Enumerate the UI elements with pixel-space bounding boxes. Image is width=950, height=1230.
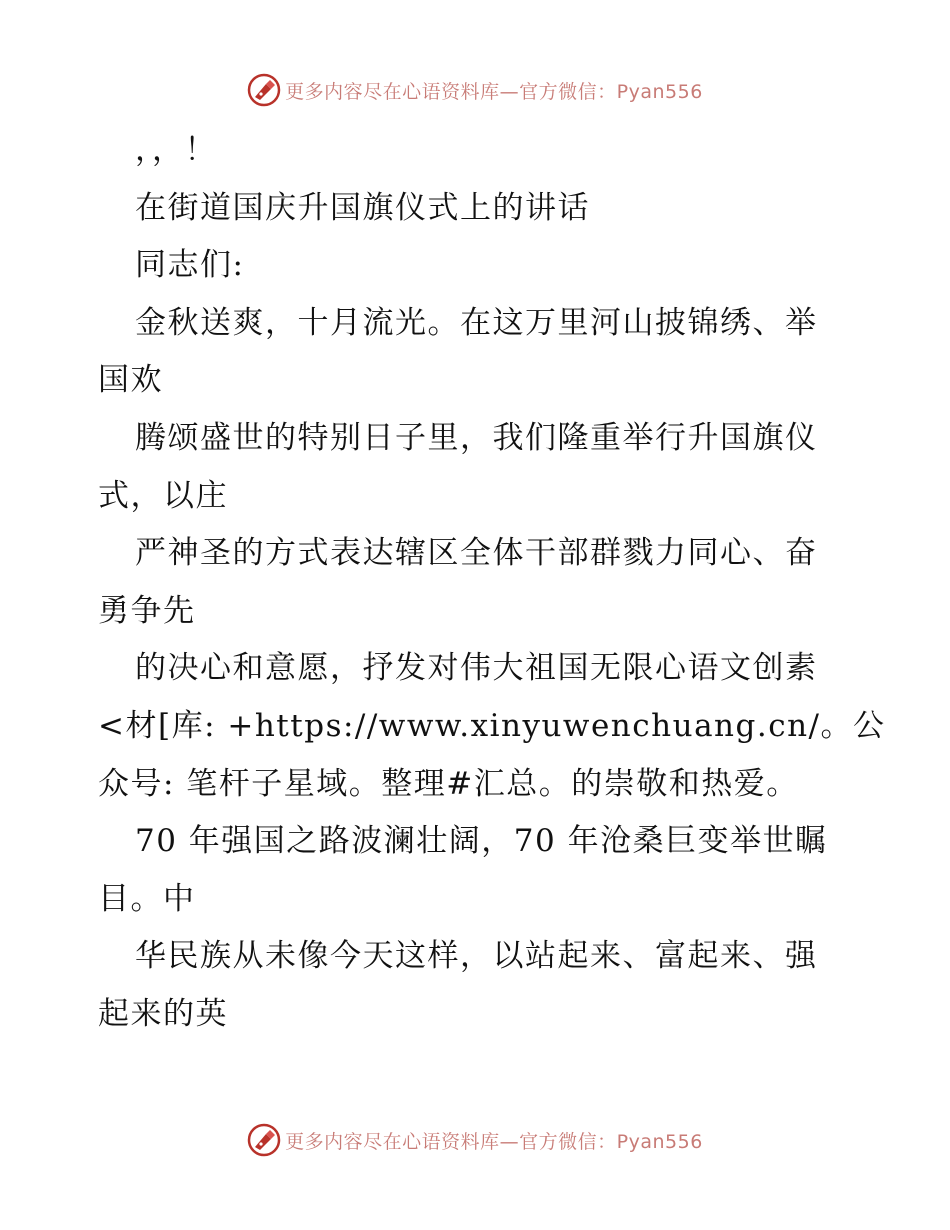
body-line: <材[库: +https://www.xinyuwenchuang.cn/。公: [98, 707, 886, 744]
header-watermark: [0, 70, 950, 110]
body-line: 华民族从未像今天这样，以站起来、富起来、强: [135, 938, 818, 975]
pen-nib-logo-icon: [247, 1123, 281, 1157]
body-line: ，，！: [135, 132, 217, 168]
header-watermark-text: 更多内容尽在心语资料库—官方微信：Pyan556: [285, 80, 703, 103]
body-line: 严神圣的方式表达辖区全体干部群戮力同心、奋: [135, 535, 818, 572]
document-title: 在街道国庆升国旗仪式上的讲话: [135, 189, 590, 226]
body-line: 目。中: [98, 880, 196, 917]
pen-nib-logo-icon: [247, 73, 281, 107]
footer-watermark: [0, 1120, 950, 1160]
body-line: 起来的英: [98, 995, 228, 1032]
body-line: 70 年强国之路波澜壮阔，70 年沧桑巨变举世瞩: [135, 823, 828, 860]
salutation: 同志们:: [135, 247, 245, 284]
body-line: 腾颂盛世的特别日子里，我们隆重举行升国旗仪: [135, 419, 818, 456]
body-line: 众号: 笔杆子星域。整理#汇总。的崇敬和热爱。: [98, 765, 799, 802]
body-line: 勇争先: [98, 592, 196, 629]
body-line: 式，以庄: [98, 477, 228, 514]
body-line: 的决心和意愿，抒发对伟大祖国无限心语文创素: [135, 650, 818, 687]
document-body: [98, 122, 886, 1044]
body-line: 金秋送爽，十月流光。在这万里河山披锦绣、举: [135, 304, 818, 341]
footer-watermark-text: 更多内容尽在心语资料库—官方微信：Pyan556: [285, 1130, 703, 1153]
body-line: 国欢: [98, 362, 163, 399]
